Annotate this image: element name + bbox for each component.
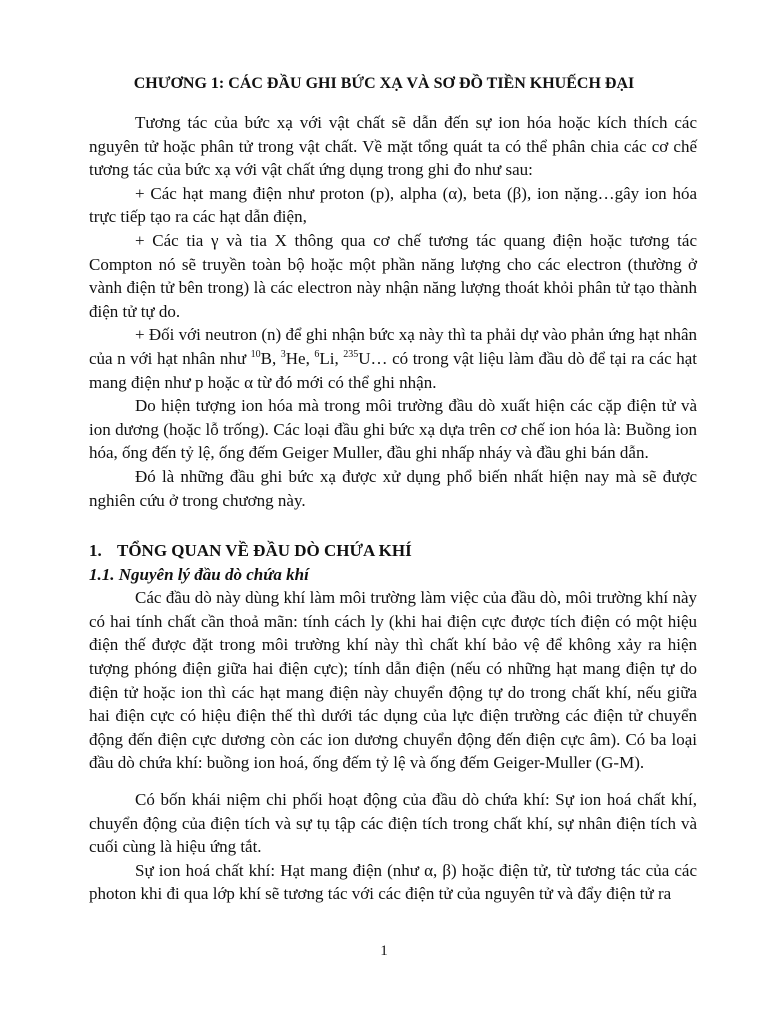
isotope-element-he: He, (285, 348, 315, 368)
section-paragraph-2: Có bốn khái niệm chi phối hoạt động của đầu dò chứa khí: Sự ion hoá chất khí, chuyển động của điện tích và sự tụ tập các điện tích trong chất khí, sự nhân điện tích và cuối cùng là hiệu ứng tắt. (89, 790, 697, 857)
neutron-text-post: U… có trong vật liệu làm đầu dò để tại ra các hạt mang điện như p hoặc α từ đó mới có thể ghi nhận. (89, 348, 697, 392)
section-heading (89, 539, 697, 563)
subsection-heading: 1.1. Nguyên lý đầu dò chứa khí (89, 564, 309, 584)
neutron-text-pre: + Đối với neutron (n) để ghi nhận bức xạ này thì ta phải dự vào phản ứng hạt nhân của n với hạt nhân như (89, 325, 697, 368)
section-heading-text: TỔNG QUAN VỀ ĐẦU DÒ CHỨA KHÍ (117, 541, 412, 561)
isotope-element-li: Li, (319, 348, 344, 368)
chapter-title: CHƯƠNG 1: CÁC ĐẦU GHI BỨC XẠ VÀ SƠ ĐỒ TIỀN KHUẾCH ĐẠI (133, 75, 635, 92)
isotope-element-b: B, (260, 348, 281, 368)
intro-bullet-gamma-xray: + Các tia γ và tia X thông qua cơ chế tương tác quang điện hoặc tương tác Compton nó sẽ truyền toàn bộ hoặc một phần năng lượng cho các electron (thường ở vành điện tử bên trong) là các electron này nhận năng lượng thoát khỏi phân tử tạo thành điện tử tự do. (89, 230, 697, 321)
intro-paragraph-1: Tương tác của bức xạ với vật chất sẽ dẫn đến sự ion hóa hoặc kích thích các nguyên tử hoặc phân tử trong vật chất. Về mặt tổng quát ta có thể phân chia các cơ chế tương tác của bức xạ với vật chất ứng dụng trong ghi đo như sau: (89, 113, 697, 180)
section-paragraph-3: Sự ion hoá chất khí: Hạt mang điện (như α, β) hoặc điện tử, từ tương tác của các photon khi đi qua lớp khí sẽ tương tác với các điện tử của nguyên tử và đẩy điện tử ra (89, 860, 697, 904)
intro-paragraph-3: Đó là những đầu ghi bức xạ được xử dụng phổ biến nhất hiện nay mà sẽ được nghiên cứu ở trong chương này. (89, 466, 697, 510)
document-body (89, 111, 697, 906)
section-paragraph-1: Các đầu dò này dùng khí làm môi trường làm việc của đầu dò, môi trường khí này có hai tính chất cần thoả mãn: tính cách ly (khi hai điện cực được tích điện có một hiệu điện thế được đặt trong môi trường khí này thì chất khí bảo vệ để không xảy ra hiện tượng phóng điện giữa hai điện cực); tính dẫn điện (nếu có những hạt mang điện tự do điện tử hoặc ion thì các hạt mang điện này chuyển động tự do trong chất khí, nếu giữa hai điện cực có hiệu điện thế thì dưới tác dụng của lực điện trường các điện tử chuyển động đến điện cực dương còn các ion dương chuyển động đến điện cực âm). Có ba loại đầu dò chứa khí: buồng ion hoá, ống đếm tỷ lệ và ống đếm Geiger-Muller (G-M). (89, 588, 697, 773)
intro-paragraph-2: Do hiện tượng ion hóa mà trong môi trường đầu dò xuất hiện các cặp điện tử và ion dương (hoặc lỗ trống). Các loại đầu ghi bức xạ dựa trên cơ chế ion hóa là: Buồng ion hóa, ống đến tỷ lệ, ống đếm Geiger Muller, đầu ghi nhấp nháy và đầu ghi bán dẫn. (89, 396, 697, 463)
page-number: 1 (380, 943, 388, 959)
intro-bullet-neutron (89, 323, 697, 394)
isotope-superscript-he3: 3 (280, 348, 286, 360)
isotope-superscript-b10: 10 (250, 348, 261, 360)
isotope-superscript-li6: 6 (314, 348, 320, 360)
intro-bullet-charged-particles: + Các hạt mang điện như proton (p), alpha (α), beta (β), ion nặng…gây ion hóa trực tiếp tạo ra các hạt dẫn điện, (89, 183, 697, 227)
isotope-superscript-u235: 235 (343, 348, 359, 360)
section-number: 1. (89, 541, 102, 561)
